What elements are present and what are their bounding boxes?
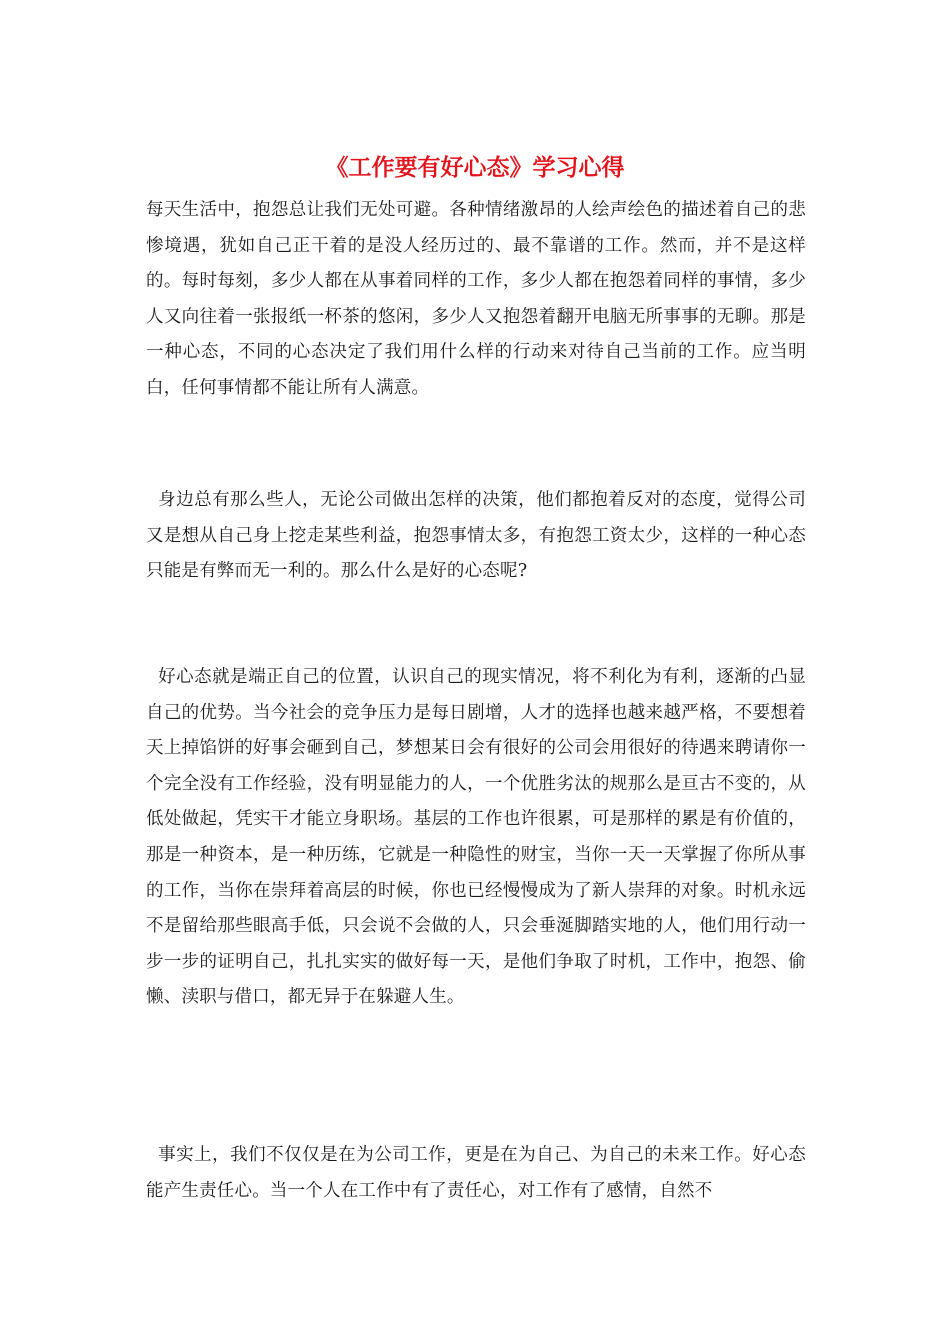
paragraph-4: 事实上，我们不仅仅是在为公司工作，更是在为自己、为自己的未来工作。好心态能产生责任心。当一个人在工作中有了责任心，对工作有了感情，自然不 — [146, 1145, 806, 1201]
paragraph-1: 每天生活中，抱怨总让我们无处可避。各种情绪激昂的人绘声绘色的描述着自己的悲惨境遇，犹如自己正干着的是没人经历过的、最不靠谱的工作。然而，并不是这样的。每时每刻，多少人都在从事着同样的工作，多少人都在抱怨着同样的事情，多少人又向往着一张报纸一杯茶的悠闲，多少人又抱怨着翻开电脑无所事事的无聊。那是一种心态，不同的心态决定了我们用什么样的行动来对待自己当前的工作。应当明白，任何事情都不能让所有人满意。 — [146, 200, 806, 398]
paragraph-2: 身边总有那么些人，无论公司做出怎样的决策，他们都抱着反对的态度，觉得公司又是想从自己身上挖走某些利益，抱怨事情太多，有抱怨工资太少，这样的一种心态只能是有弊而无一利的。那么什么是好的心态呢? — [146, 490, 806, 582]
document-title: 《工作要有好心态》学习心得 — [325, 155, 625, 181]
paragraph-3: 好心态就是端正自己的位置，认识自己的现实情况，将不利化为有利，逐渐的凸显自己的优势。当今社会的竞争压力是每日剧增，人才的选择也越来越严格，不要想着天上掉馅饼的好事会砸到自己，梦想某日会有很好的公司会用很好的待遇来聘请你一个完全没有工作经验，没有明显能力的人，一个优胜劣汰的规那么是亘古不变的，从低处做起，凭实干才能立身职场。基层的工作也许很累，可是那样的累是有价值的，那是一种资本，是一种历练，它就是一种隐性的财宝，当你一天一天掌握了你所从事的工作，当你在崇拜着高层的时候，你也已经慢慢成为了新人崇拜的对象。时机永远不是留给那些眼高手低，只会说不会做的人，只会垂涎脚踏实地的人，他们用行动一步一步的证明自己，扎扎实实的做好每一天，是他们争取了时机，工作中，抱怨、偷懒、渎职与借口，都无异于在躲避人生。 — [146, 667, 806, 1008]
